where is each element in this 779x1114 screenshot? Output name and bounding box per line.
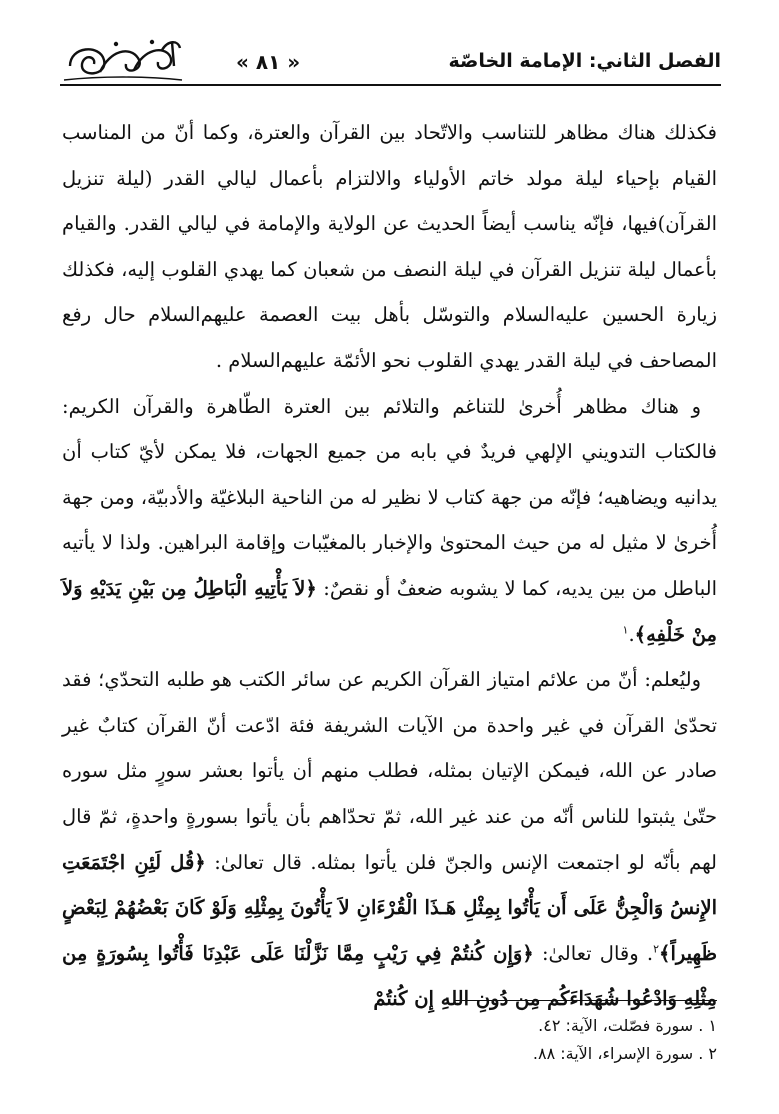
footnote-2: ٢ . سورة الإسراء، الآية: ٨٨. <box>532 1044 717 1063</box>
paragraph-2 <box>62 384 717 658</box>
header-rule <box>60 84 721 86</box>
paragraph-2-text: و هناك مظاهر أُخرىٰ للتناغم والتلائم بين العترة الطّاهرة والقرآن الكريم: فالكتاب التدويني الإلهي فريدٌ في بابه من جميع الجهات، فلا يمكن لأيّ كتاب أن يدانيه ويضاهيه؛ فإنّه من جهة كتاب لا نظير له من الناحية البلاغيّة والأدبيّة، ومن جهة أُخرىٰ لا مثيل له من حيث المحتوىٰ والإخبار بالمغيّبات وإقامة البراهين. ولذا لا يأتيه الباطل من بين يديه، كما لا يشوبه ضعفٌ أو نقصٌ: <box>62 394 717 600</box>
running-title: الفصل الثاني: الإمامة الخاصّة <box>448 50 721 72</box>
footnotes <box>62 1012 717 1068</box>
page-header <box>60 32 721 88</box>
footnote-divider <box>455 1000 717 1001</box>
quran-verse-fussilat: ﴿لاَ يَأْتِيهِ الْبَاطِلُ مِن بَيْنِ يَدَيْهِ وَلاَ مِنْ خَلْفِهِ﴾ <box>62 576 717 646</box>
ornament-logo-icon <box>60 36 186 84</box>
body-text <box>62 110 717 1022</box>
footnote-1: ١ . سورة فصّلت، الآية: ٤٢. <box>538 1016 717 1035</box>
paragraph-1: فكذلك هناك مظاهر للتناسب والاتّحاد بين القرآن والعترة، وكما أنّ من المناسب القيام بإحياء ليلة مولد خاتم الأولياء والالتزام بأعمال ليالي القدر (ليلة تنزيل القرآن)فيها، فإنّه يناسب أيضاً الحديث عن الولاية والإمامة في ليالي القدر. والقيام بأعمال ليلة تنزيل القرآن في ليلة النصف من شعبان كما يهدي القلوب إليه، فكذلك زيارة الحسين عليه‌السلام والتوسّل بأهل بيت العصمة عليهم‌السلام حال رفع المصاحف في ليلة القدر يهدي القلوب نحو الأئمّة عليهم‌السلام . <box>62 121 717 372</box>
paragraph-3-connector: . وقال تعالىٰ: <box>541 941 654 965</box>
footnote-marker-1[interactable]: ١ <box>622 623 629 637</box>
quran-verse-baqarah: ﴿وَإِن كُنتُمْ فِي رَيْبٍ مِمَّا نَزَّلْنَا عَلَى عَبْدِنَا فَأْتُوا بِسُورَةٍ مِن مِثْلِهِ وَادْعُوا شُهَدَاءَكُم مِن دُونِ اللهِ إِن كُنتُمْ <box>62 941 717 1011</box>
page-number: « ٨١ » <box>236 50 301 74</box>
paragraph-2-tail: . <box>628 622 635 646</box>
footnote-marker-2[interactable]: ٢ <box>653 942 660 956</box>
paragraph-3-text: وليُعلم: أنّ من علائم امتياز القرآن الكريم عن سائر الكتب هو طلبه التحدّي؛ فقد تحدّىٰ القرآن في غير واحدة من الآيات الشريفة فئة ادّعت أنّ القرآن كتابٌ غير صادر عن الله، فيمكن الإتيان بمثله، فطلب منهم أن يأتوا بعشر سورٍ مثل سوره حتّىٰ يثبتوا للناس أنّه من عند غير الله، ثمّ تحدّاهم بأن يأتوا بسورةٍ واحدةٍ، ثمّ قال لهم بأنّه لو اجتمعت الإنس والجنّ فلن يأتوا بمثله. قال تعالىٰ: <box>62 668 717 874</box>
quran-verse-isra: ﴿قُل لَئِنِ اجْتَمَعَتِ الإِنسُ وَالْجِنُّ عَلَى أَن يَأْتُوا بِمِثْلِ هَـذَا الْقُرْءَانِ لاَ يَأْتُونَ بِمِثْلِهِ وَلَوْ كَانَ بَعْضُهُمْ لِبَعْضٍ ظَهِيراً﴾ <box>62 850 718 965</box>
paragraph-3 <box>62 657 717 1022</box>
